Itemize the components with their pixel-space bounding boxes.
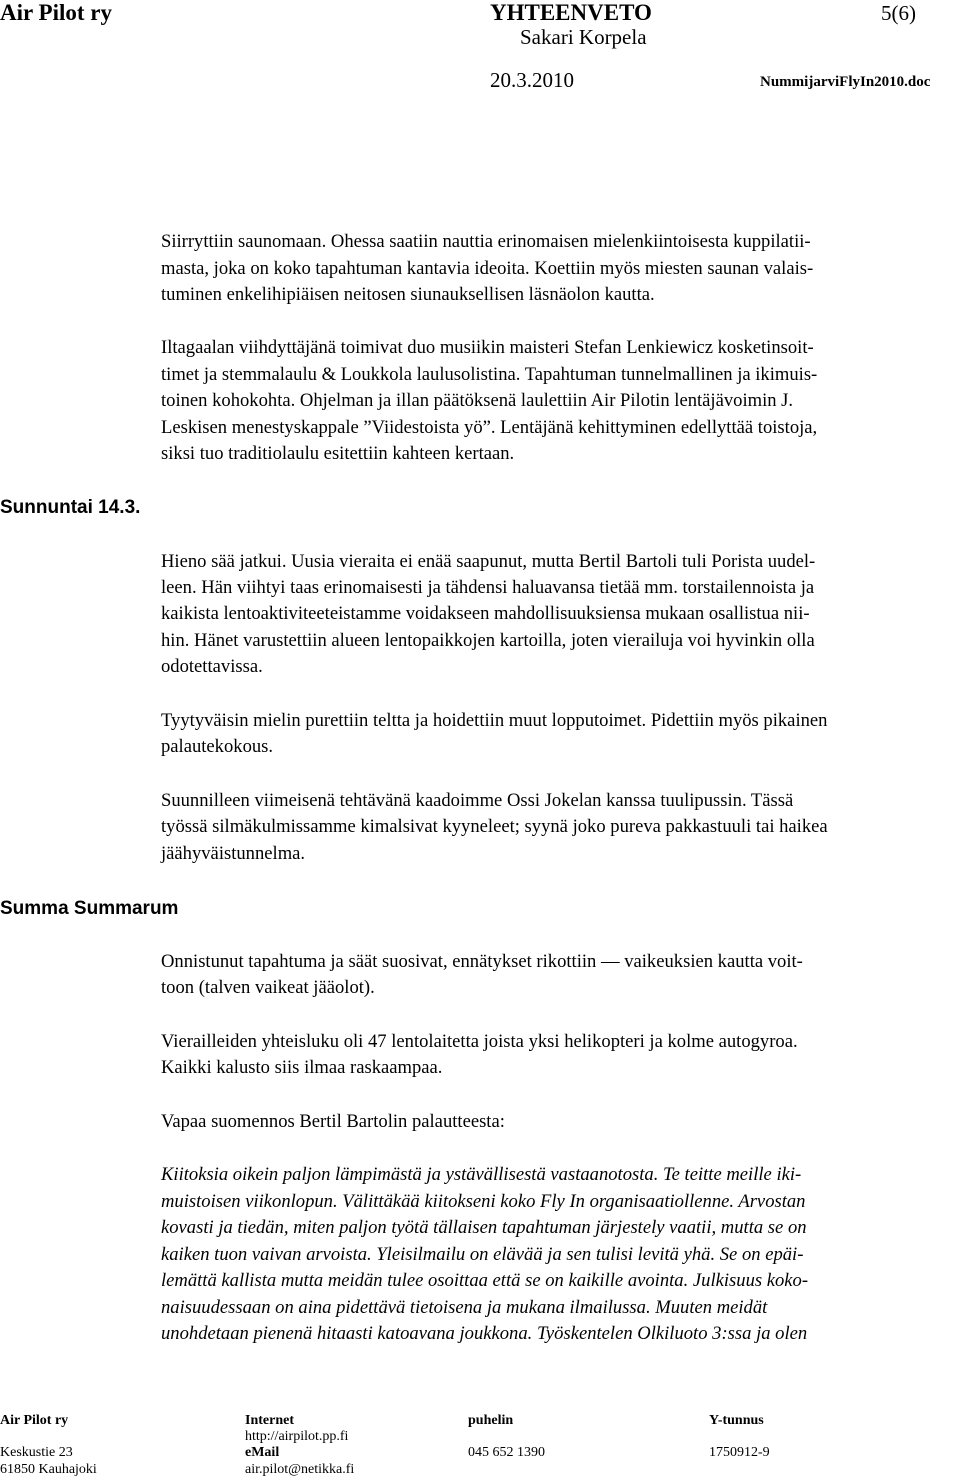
footer-email-label: eMail bbox=[245, 1445, 280, 1460]
text-line: siksi tuo traditiolaulu esitettiin kahteen kertaan. bbox=[161, 443, 515, 464]
text-line: Kiitoksia oikein paljon lämpimästä ja ystävällisestä vastaanotosta. Te teitte meille iki- bbox=[161, 1164, 802, 1185]
text-line: kovasti ja tiedän, miten paljon työtä tällaisen tapahtuman järjestely vaatii, mutta se on bbox=[161, 1217, 807, 1238]
text-line: Hieno sää jatkui. Uusia vieraita ei enää saapunut, mutta Bertil Bartoli tuli Porista uudel- bbox=[161, 551, 816, 572]
footer-address-street: Keskustie 23 bbox=[0, 1445, 73, 1460]
text-line: toon (talven vaikeat jääolot). bbox=[161, 977, 375, 998]
text-line: toinen kohokohta. Ohjelman ja illan päätöksenä laulettiin Air Pilotin lentäjävoimin J. bbox=[161, 390, 794, 411]
text-line: masta, joka on koko tapahtuman kantavia ideoita. Koettiin myös miesten saunan valais- bbox=[161, 258, 814, 279]
header-org: Air Pilot ry bbox=[0, 0, 112, 25]
header-doc-type: YHTEENVETO bbox=[490, 0, 652, 25]
footer-business-id-heading: Y-tunnus bbox=[709, 1413, 764, 1428]
text-line: odotettavissa. bbox=[161, 656, 263, 677]
header-page-number: 5(6) bbox=[881, 1, 916, 25]
text-line: kaikista lentoaktiviteeteistamme voidakseen mahdollisuuksiensa mukaan osallistua nii- bbox=[161, 603, 810, 624]
text-line: Leskisen menestyskappale ”Viidestoista yö”. Lentäjänä kehittyminen edellyttää toistoja, bbox=[161, 417, 818, 438]
text-line: Kaikki kalusto siis ilmaa raskaampaa. bbox=[161, 1057, 443, 1078]
footer-org-heading: Air Pilot ry bbox=[0, 1413, 69, 1428]
text-line: muistoisen viikonlopun. Välittäkää kiitokseni koko Fly In organisaatiollenne. Arvostan bbox=[161, 1191, 806, 1212]
text-line: Vierailleiden yhteisluku oli 47 lentolaitetta joista yksi helikopteri ja kolme autogyroa. bbox=[161, 1031, 798, 1052]
text-line: timet ja stemmalaulu & Loukkola laulusolistina. Tapahtuman tunnelmallinen ja ikimuis- bbox=[161, 364, 818, 385]
text-line: naisuudessaan on aina pidettävä tietoisena ja mukana ilmailussa. Muuten meidät bbox=[161, 1297, 768, 1318]
footer-internet-heading: Internet bbox=[245, 1413, 294, 1428]
text-line: Siirryttiin saunomaan. Ohessa saatiin nauttia erinomaisen mielenkiintoisesta kuppilatii- bbox=[161, 231, 811, 252]
footer-email-link[interactable]: air.pilot@netikka.fi bbox=[245, 1462, 355, 1477]
header-author: Sakari Korpela bbox=[520, 25, 647, 49]
text-line: Vapaa suomennos Bertil Bartolin palautteesta: bbox=[161, 1111, 505, 1132]
sidebar-summary-heading: Summa Summarum bbox=[0, 898, 179, 919]
footer-business-id: 1750912-9 bbox=[709, 1445, 770, 1460]
text-line: kaiken tuon vaivan arvoista. Yleisilmailu on elävää ja sen tulisi levitä yhä. Se on epäi- bbox=[161, 1244, 804, 1265]
header-date: 20.3.2010 bbox=[490, 68, 574, 92]
text-line: Iltagaalan viihdyttäjänä toimivat duo musiikin maisteri Stefan Lenkiewicz kosketinsoit- bbox=[161, 337, 814, 358]
footer-phone-number: 045 652 1390 bbox=[468, 1445, 545, 1460]
text-line: hin. Hänet varustettiin alueen lentopaikkojen kartoilla, joten vierailuja voi hyvinkin olla bbox=[161, 630, 815, 651]
text-line: Suunnilleen viimeisenä tehtävänä kaadoimme Ossi Jokelan kanssa tuulipussin. Tässä bbox=[161, 790, 794, 811]
text-line: unohdetaan pienenä hitaasti katoavana joukkona. Työskentelen Olkiluoto 3:ssa ja olen bbox=[161, 1323, 808, 1344]
text-line: työssä silmäkulmissamme kimalsivat kyyneleet; syynä joko pureva pakkastuuli tai haikea bbox=[161, 816, 828, 837]
footer-address-city: 61850 Kauhajoki bbox=[0, 1462, 97, 1477]
text-line: jäähyväistunnelma. bbox=[161, 843, 306, 864]
footer-phone-heading: puhelin bbox=[468, 1413, 514, 1428]
header-filename: NummijarviFlyIn2010.doc bbox=[760, 74, 931, 90]
text-line: Onnistunut tapahtuma ja säät suosivat, ennätykset rikottiin — vaikeuksien kautta voit- bbox=[161, 951, 803, 972]
footer-website-link[interactable]: http://airpilot.pp.fi bbox=[245, 1429, 349, 1444]
text-line: lemättä kallista mutta meidän tulee osoittaa että se on kaikille avointa. Julkisuus koko- bbox=[161, 1270, 809, 1291]
text-line: tuminen enkelihipiäisen neitosen siunauksellisen läsnäolon kautta. bbox=[161, 284, 655, 305]
text-line: palautekokous. bbox=[161, 736, 274, 757]
sidebar-sunday-heading: Sunnuntai 14.3. bbox=[0, 497, 141, 518]
text-line: Tyytyväisin mielin purettiin teltta ja hoidettiin muut lopputoimet. Pidettiin myös pikainen bbox=[161, 710, 828, 731]
text-line: leen. Hän viihtyi taas erinomaisesti ja tähdensi haluavansa tietää mm. torstailennoista ja bbox=[161, 577, 815, 598]
